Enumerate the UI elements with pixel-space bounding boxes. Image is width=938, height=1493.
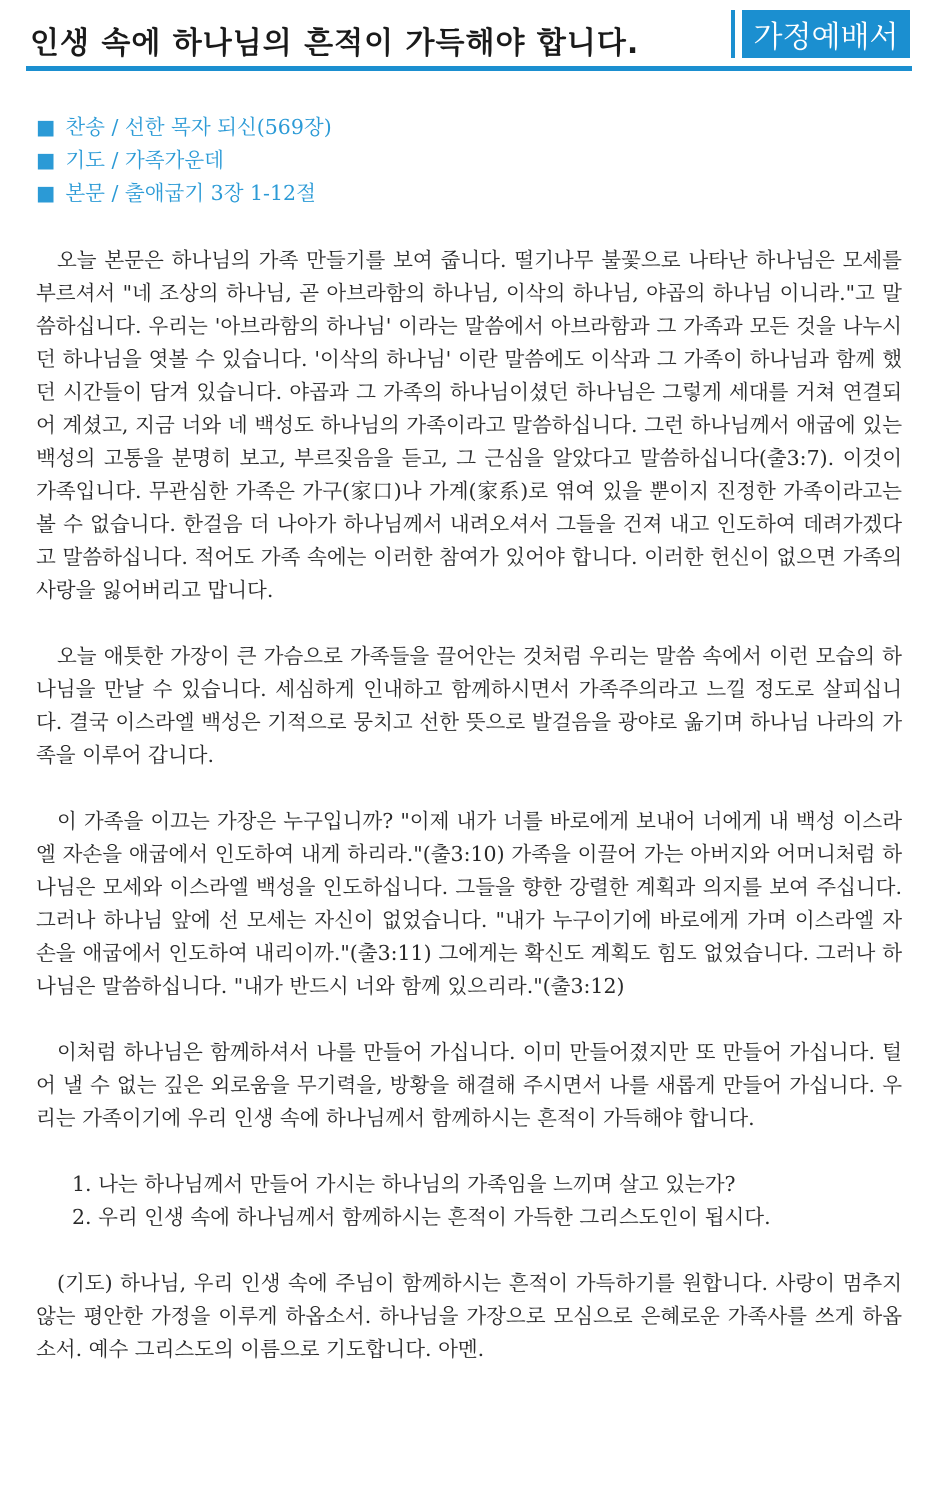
square-bullet-icon: ■ [36, 115, 56, 139]
square-bullet-icon: ■ [36, 148, 56, 172]
closing-prayer: (기도) 하나님, 우리 인생 속에 주님이 함께하시는 흔적이 가득하기를 원합니다. 사랑이 멈추지 않는 평안한 가정을 이루게 하옵소서. 하나님을 가장으로 모심으로 은혜로운 가족사를 쓰게 하옵소서. 예수 그리스도의 이름으로 기도합니다. 아멘. [36, 1271, 902, 1361]
reflection-questions [72, 1168, 902, 1234]
header-rule [26, 66, 912, 71]
scripture-info [36, 177, 332, 210]
sermon-body [36, 244, 902, 1399]
worship-info [36, 111, 332, 210]
paragraph: 이처럼 하나님은 함께하셔서 나를 만들어 가십니다. 이미 만들어졌지만 또 만들어 가십니다. 털어 낼 수 없는 깊은 외로움을 무기력을, 방황을 해결해 주시면서 나를 새롭게 만들어 가십니다. 우리는 가족이기에 우리 인생 속에 하나님께서 함께하시는 흔적이 가득해야 합니다. [36, 1040, 902, 1130]
paragraph: 이 가족을 이끄는 가장은 누구입니까? "이제 내가 너를 바로에게 보내어 너에게 내 백성 이스라엘 자손을 애굽에서 인도하여 내게 하리라."(출3:10) 가족을 이끌어 가는 아버지와 어머니처럼 하나님은 모세와 이스라엘 백성을 인도하십니다. 그들을 향한 강렬한 계획과 의지를 보여 주십니다. 그러나 하나님 앞에 선 모세는 자신이 없었습니다. "내가 누구이기에 바로에게 가며 이스라엘 자손을 애굽에서 인도하여 내리이까."(출3:11) 그에게는 확신도 계획도 힘도 없었습니다. 그러나 하나님은 말씀하십니다. "내가 반드시 너와 함께 있으리라."(출3:12) [36, 809, 902, 998]
question-item: 1. 나는 하나님께서 만들어 가시는 하나님의 가족임을 느끼며 살고 있는가? [72, 1172, 736, 1196]
hymn-text: 찬송 / 선한 목자 되신(569장) [65, 115, 332, 139]
paragraph: 오늘 본문은 하나님의 가족 만들기를 보여 줍니다. 떨기나무 불꽃으로 나타난 하나님은 모세를 부르셔서 "네 조상의 하나님, 곧 아브라함의 하나님, 이삭의 하나님, 야곱의 하나님 이니라."고 말씀하십니다. 우리는 '아브라함의 하나님' 이라는 말씀에서 아브라함과 그 가족과 모든 것을 나누시던 하나님을 엿볼 수 있습니다. '이삭의 하나님' 이란 말씀에도 이삭과 그 가족이 하나님과 함께 했던 시간들이 담겨 있습니다. 야곱과 그 가족의 하나님이셨던 하나님은 그렇게 세대를 거쳐 연결되어 계셨고, 지금 너와 네 백성도 하나님의 가족이라고 말씀하십니다. 그런 하나님께서 애굽에 있는 백성의 고통을 분명히 보고, 부르짖음을 듣고, 그 근심을 알았다고 말씀하십니다(출3:7). 이것이 가족입니다. 무관심한 가족은 가구(家口)나 가계(家系)로 엮여 있을 뿐이지 진정한 가족이라고는 볼 수 없습니다. 한걸음 더 나아가 하나님께서 내려오셔서 그들을 건져 내고 인도하여 데려가겠다고 말씀하십니다. 적어도 가족 속에는 이러한 참여가 있어야 합니다. 이러한 헌신이 없으면 가족의 사랑을 잃어버리고 맙니다. [36, 248, 902, 602]
square-bullet-icon: ■ [36, 181, 56, 205]
question-item: 2. 우리 인생 속에 하나님께서 함께하시는 흔적이 가득한 그리스도인이 됩시다. [72, 1205, 771, 1229]
prayer-info [36, 144, 332, 177]
scripture-text: 본문 / 출애굽기 3장 1-12절 [65, 181, 316, 205]
hymn-info [36, 111, 332, 144]
paragraph: 오늘 애틋한 가장이 큰 가슴으로 가족들을 끌어안는 것처럼 우리는 말씀 속에서 이런 모습의 하나님을 만날 수 있습니다. 세심하게 인내하고 함께하시면서 가족주의라고 느낄 정도로 살피십니다. 결국 이스라엘 백성은 기적으로 뭉치고 선한 뜻으로 발걸음을 광야로 옮기며 하나님 나라의 가족을 이루어 갑니다. [36, 644, 902, 767]
section-tag: 가정예배서 [742, 10, 910, 58]
page-title: 인생 속에 하나님의 흔적이 가득해야 합니다. [30, 26, 640, 61]
tag-divider-bar [731, 10, 735, 58]
page-header [0, 0, 938, 80]
prayer-topic-text: 기도 / 가족가운데 [65, 148, 224, 172]
